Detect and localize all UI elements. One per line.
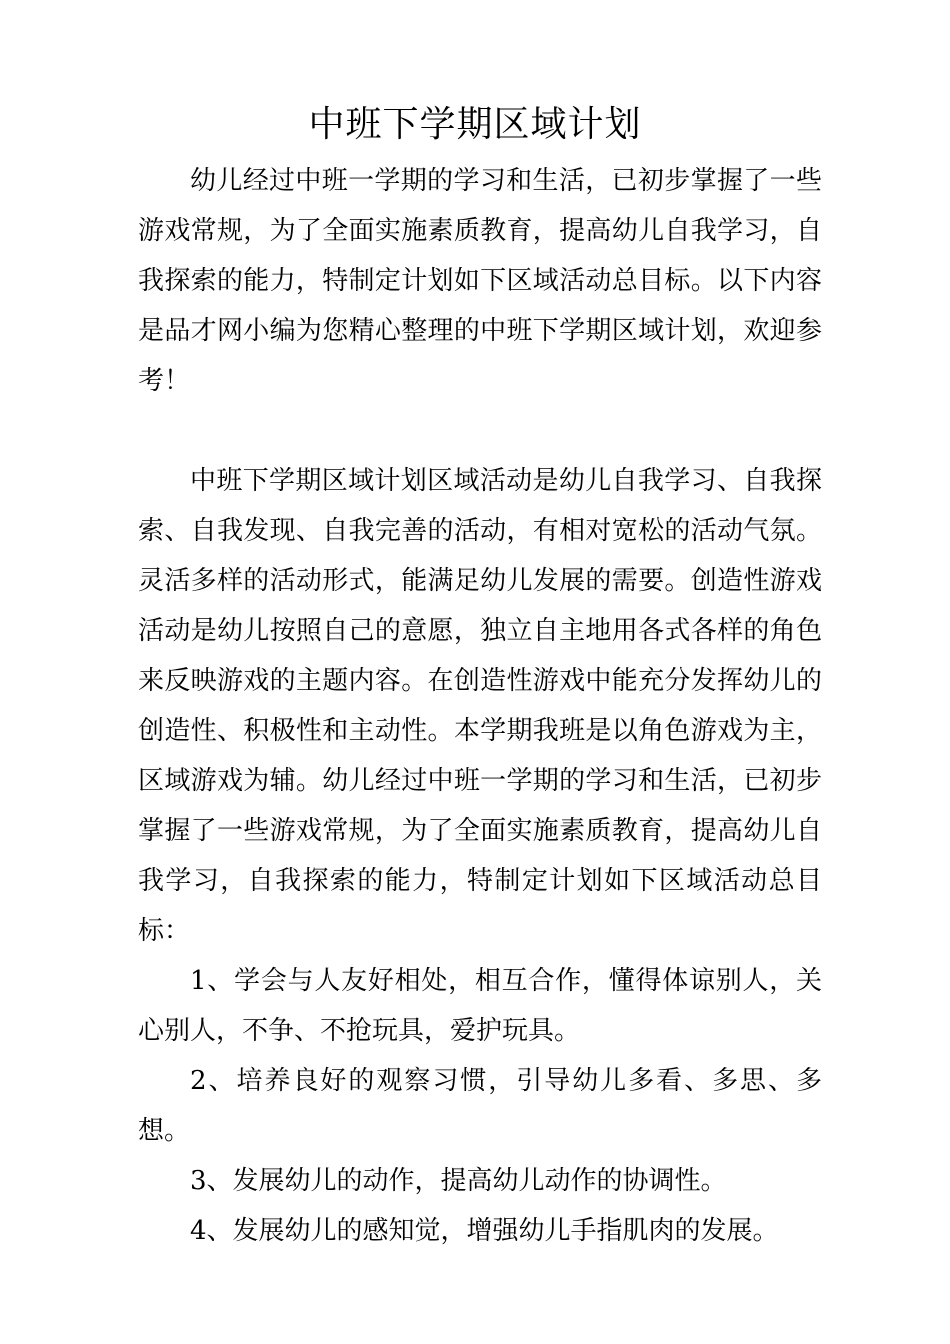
document-title: 中班下学期区域计划 (308, 104, 642, 145)
intro-section (138, 156, 822, 406)
goal-item-3: 3、发展幼儿的动作，提高幼儿动作的协调性。 (190, 1166, 727, 1196)
main-paragraph: 中班下学期区域计划区域活动是幼儿自我学习、自我探索、自我发现、自我完善的活动，有相对宽松的活动气氛。灵活多样的活动形式，能满足幼儿发展的需要。创造性游戏活动是幼儿按照自己的意愿，独立自主地用各式各样的角色来反映游戏的主题内容。在创造性游戏中能充分发挥幼儿的创造性、积极性和主动性。本学期我班是以角色游戏为主，区域游戏为辅。幼儿经过中班一学期的学习和生活，已初步掌握了一些游戏常规，为了全面实施素质教育，提高幼儿自我学习，自我探索的能力，特制定计划如下区域活动总目标： (138, 466, 822, 946)
goal-item-1: 1、学会与人友好相处，相互合作，懂得体谅别人，关心别人，不争、不抢玩具，爱护玩具。 (138, 966, 822, 1046)
main-section (138, 456, 822, 1256)
goal-item-4: 4、发展幼儿的感知觉，增强幼儿手指肌肉的发展。 (190, 1216, 779, 1246)
goal-item-2: 2、培养良好的观察习惯，引导幼儿多看、多思、多想。 (138, 1066, 822, 1146)
intro-paragraph: 幼儿经过中班一学期的学习和生活，已初步掌握了一些游戏常规，为了全面实施素质教育，提高幼儿自我学习，自我探索的能力，特制定计划如下区域活动总目标。以下内容是品才网小编为您精心整理的中班下学期区域计划，欢迎参考！ (138, 166, 822, 396)
